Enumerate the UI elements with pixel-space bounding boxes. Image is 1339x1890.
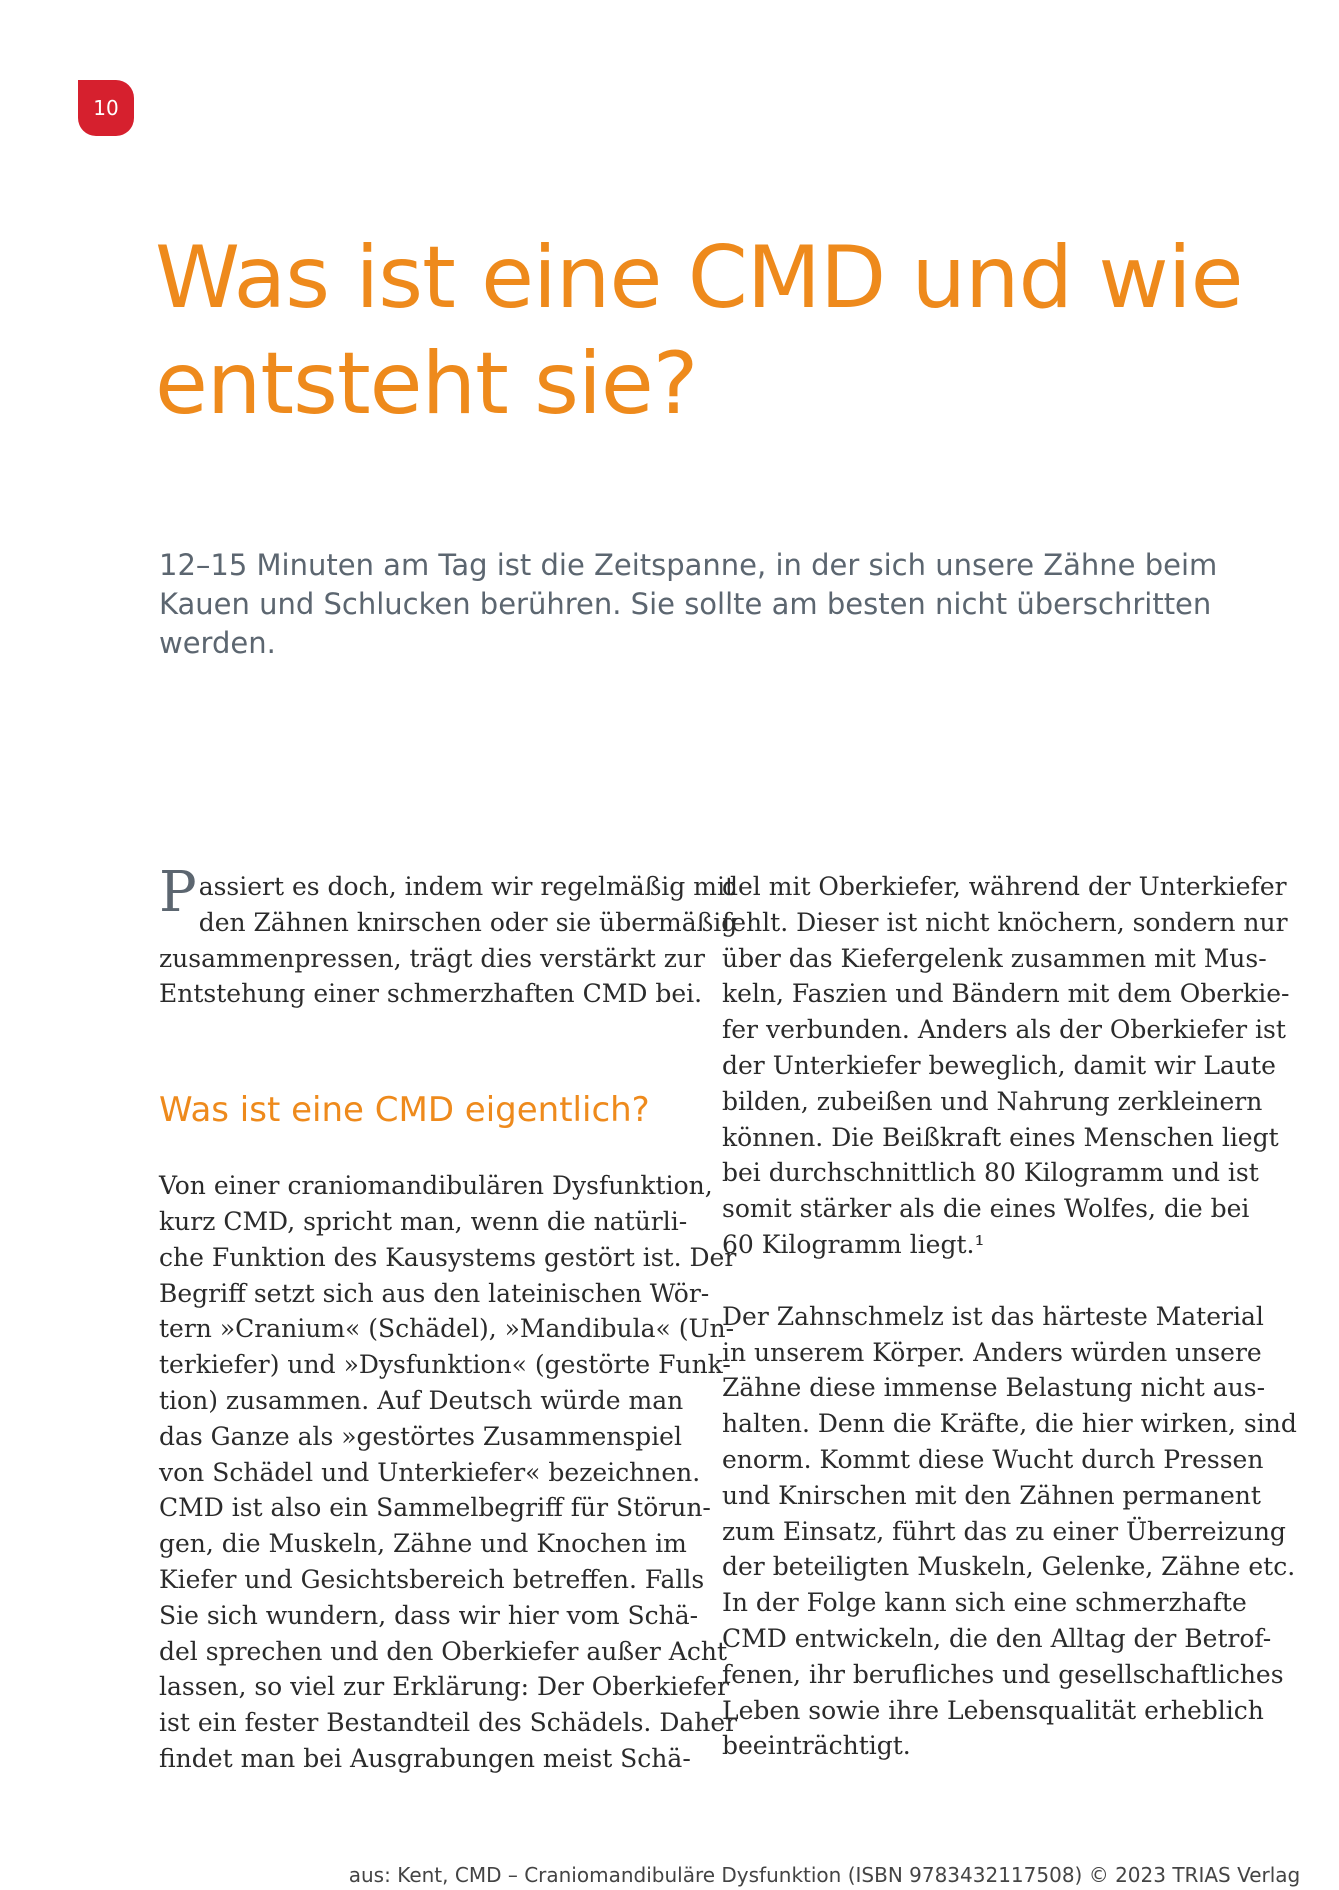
body-paragraph	[722, 869, 1290, 1263]
body-line: lassen, so viel zur Erklärung: Der Oberkiefer	[159, 1672, 729, 1702]
body-line: über das Kiefergelenk zusammen mit Mus-	[722, 943, 1267, 973]
intro-line: zusammenpressen, trägt dies verstärkt zur	[159, 943, 705, 973]
body-line: 60 Kilogramm liegt.¹	[722, 1229, 985, 1259]
body-line: Begriff setzt sich aus den lateinischen Wör-	[159, 1278, 710, 1308]
body-line: Leben sowie ihre Lebensqualität erheblich	[722, 1695, 1264, 1725]
intro-line: Entstehung einer schmerzhaften CMD bei.	[159, 979, 703, 1009]
body-line: ist ein fester Bestandteil des Schädels. Daher	[159, 1708, 738, 1738]
body-line: der beteiligten Muskeln, Gelenke, Zähne etc.	[722, 1552, 1296, 1582]
body-line: der Unterkiefer beweglich, damit wir Laute	[722, 1050, 1276, 1080]
body-line: che Funktion des Kausystems gestört ist. Der	[159, 1242, 737, 1272]
body-line: fer verbunden. Anders als der Oberkiefer ist	[722, 1015, 1286, 1045]
body-line: findet man bei Ausgrabungen meist Schä-	[159, 1743, 691, 1773]
chapter-title-line: Was ist eine CMD und wie	[155, 228, 1243, 328]
body-line: Der Zahnschmelz ist das härteste Material	[722, 1301, 1264, 1331]
body-line: bilden, zubeißen und Nahrung zerkleinern	[722, 1086, 1263, 1116]
body-line: Sie sich wundern, dass wir hier vom Schä-	[159, 1600, 699, 1630]
body-line: tern »Cranium« (Schädel), »Mandibula« (Un-	[159, 1314, 735, 1344]
body-line: somit stärker als die eines Wolfes, die bei	[722, 1194, 1250, 1224]
intro-line: assiert es doch, indem wir regelmäßig mit	[198, 872, 735, 901]
body-line: kurz CMD, spricht man, wenn die natürli-	[159, 1206, 688, 1236]
lead-line: werden.	[159, 626, 276, 660]
drop-cap: P	[159, 860, 197, 925]
body-line: bei durchschnittlich 80 Kilogramm und ist	[722, 1158, 1259, 1188]
lead-line: Kauen und Schlucken berühren. Sie sollte am besten nicht überschritten	[159, 587, 1212, 621]
section-heading: Was ist eine CMD eigentlich?	[159, 1090, 650, 1131]
body-line: Kiefer und Gesichtsbereich betreffen. Falls	[159, 1564, 705, 1594]
body-line: halten. Denn die Kräfte, die hier wirken, sind	[722, 1409, 1297, 1439]
body-line: das Ganze als »gestörtes Zusammenspiel	[159, 1421, 682, 1451]
body-line: zum Einsatz, führt das zu einer Überreizung	[722, 1516, 1286, 1546]
body-line: fehlt. Dieser ist nicht knöchern, sondern nur	[722, 907, 1288, 937]
source-footer: aus: Kent, CMD – Craniomandibuläre Dysfunktion (ISBN 9783432117508) © 2023 TRIAS Verlag	[348, 1863, 1301, 1887]
right-column	[722, 869, 1297, 1764]
body-line: von Schädel und Unterkiefer« bezeichnen.	[159, 1457, 701, 1487]
body-line: Zähne diese immense Belastung nicht aus-	[722, 1373, 1266, 1403]
body-line: del mit Oberkiefer, während der Unterkiefer	[722, 872, 1287, 901]
chapter-title	[155, 225, 1275, 437]
body-paragraph	[722, 1299, 1297, 1764]
body-line: in unserem Körper. Anders würden unsere	[722, 1337, 1262, 1367]
body-line: und Knirschen mit den Zähnen permanent	[722, 1480, 1261, 1510]
intro-paragraph	[159, 860, 738, 1012]
body-paragraph	[159, 1168, 738, 1777]
left-column	[159, 860, 738, 1777]
body-line: del sprechen und den Oberkiefer außer Acht	[159, 1636, 727, 1666]
body-line: keln, Faszien und Bändern mit dem Oberkie-	[722, 979, 1290, 1009]
chapter-title-line: entsteht sie?	[155, 334, 698, 434]
body-line: können. Die Beißkraft eines Menschen liegt	[722, 1122, 1279, 1152]
body-line: CMD entwickeln, die den Alltag der Betrof-	[722, 1623, 1272, 1653]
body-line: tion) zusammen. Auf Deutsch würde man	[159, 1385, 684, 1415]
body-line: gen, die Muskeln, Zähne und Knochen im	[159, 1529, 687, 1559]
body-line: In der Folge kann sich eine schmerzhafte	[722, 1588, 1247, 1618]
body-line: terkiefer) und »Dysfunktion« (gestörte Funk-	[159, 1350, 731, 1380]
body-line: beeinträchtigt.	[722, 1731, 911, 1761]
body-line: fenen, ihr berufliches und gesellschaftliches	[722, 1659, 1284, 1689]
body-line: Von einer craniomandibulären Dysfunktion,	[159, 1171, 713, 1201]
lead-line: 12–15 Minuten am Tag ist die Zeitspanne, in der sich unsere Zähne beim	[159, 548, 1218, 582]
body-line: CMD ist also ein Sammelbegriff für Störun-	[159, 1493, 711, 1523]
body-line: enorm. Kommt diese Wucht durch Pressen	[722, 1444, 1264, 1474]
lead-paragraph	[159, 546, 1249, 663]
page-number-badge: 10	[78, 80, 134, 136]
intro-line: den Zähnen knirschen oder sie übermäßig	[198, 907, 738, 937]
